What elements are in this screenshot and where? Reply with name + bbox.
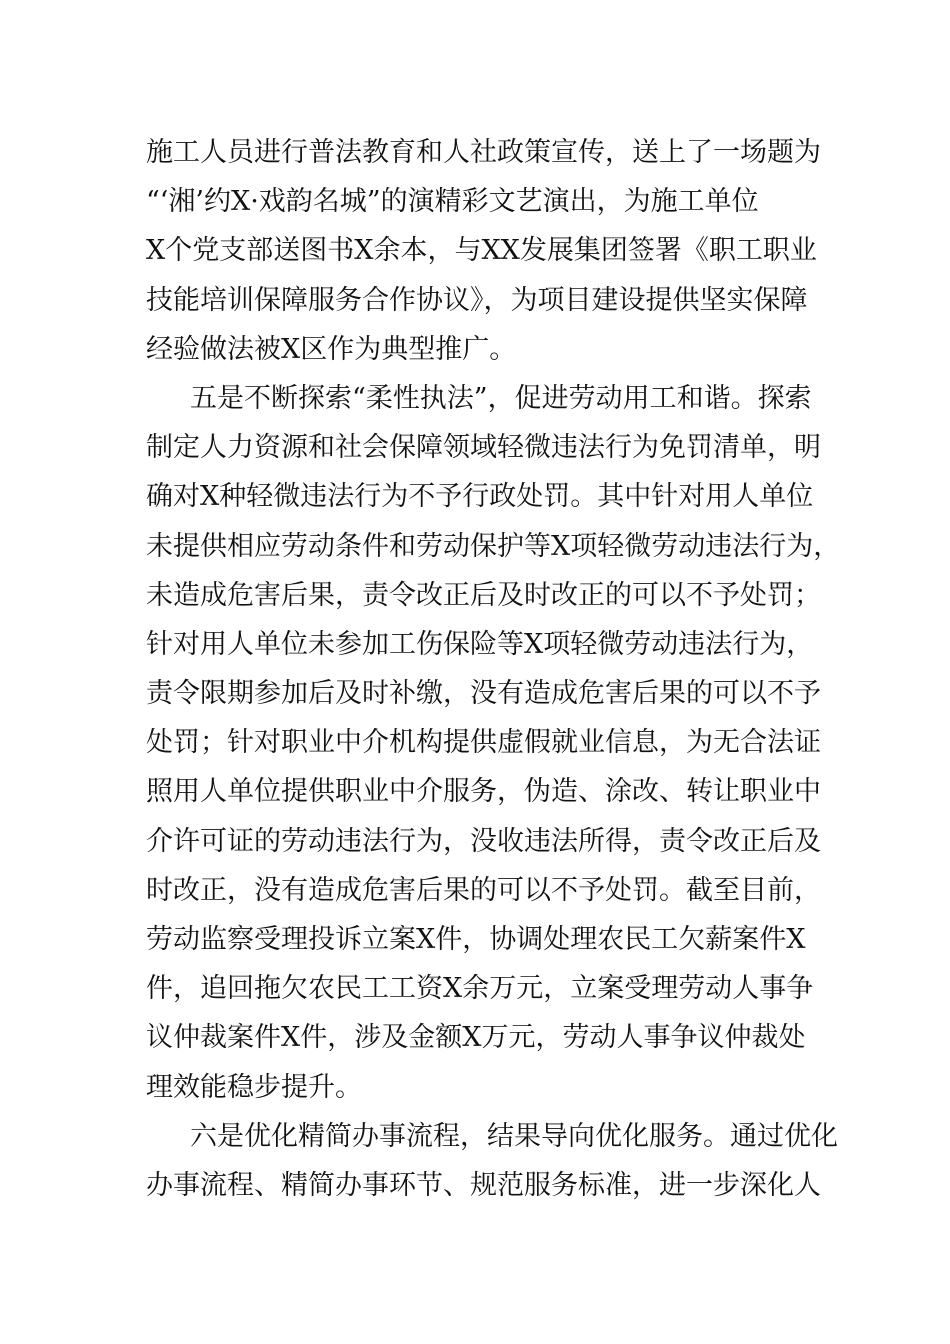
text-line: 处罚；针对职业中介机构提供虚假就业信息，为无合法证 — [146, 727, 821, 759]
document-body — [146, 128, 846, 1210]
text-line: 责令限期参加后及时补缴，没有造成危害后果的可以不予 — [146, 678, 821, 710]
text-line: 时改正，没有造成危害后果的可以不予处罚。截至目前， — [146, 874, 821, 906]
text-line: 照用人单位提供职业中介服务，伪造、涂改、转让职业中 — [146, 776, 821, 808]
text-line: 议仲裁案件X件，涉及金额X万元，劳动人事争议仲裁处 — [146, 1022, 806, 1054]
text-line: 件，追回拖欠农民工工资X余万元，立案受理劳动人事争 — [146, 973, 814, 1005]
text-line: 六是优化精简办事流程，结果导向优化服务。通过优化 — [190, 1120, 838, 1152]
text-line: 五是不断探索“柔性执法”，促进劳动用工和谐。探索 — [190, 382, 812, 414]
text-line: 施工人员进行普法教育和人社政策宣传，送上了一场题为 — [146, 137, 821, 168]
text-line: 理效能稳步提升。 — [146, 1071, 362, 1103]
text-line: 未造成危害后果，责令改正后及时改正的可以不予处罚； — [146, 579, 821, 611]
text-line: 制定人力资源和社会保障领域轻微违法行为免罚清单，明 — [146, 432, 821, 464]
text-line: 确对X种轻微违法行为不予行政处罚。其中针对用人单位 — [146, 481, 814, 513]
text-line: X个党支部送图书X余本，与XX发展集团签署《职工职业 — [146, 235, 817, 267]
text-line: 未提供相应劳动条件和劳动保护等X项轻微劳动违法行为， — [146, 530, 841, 562]
text-line: 介许可证的劳动违法行为，没收违法所得，责令改正后及 — [146, 825, 821, 857]
text-line: 技能培训保障服务合作协议》，为项目建设提供坚实保障 — [146, 284, 808, 316]
text-line: 办事流程、精简办事环节、规范服务标准，进一步深化人 — [146, 1169, 821, 1201]
text-line: 劳动监察受理投诉立案X件，协调处理农民工欠薪案件X — [146, 924, 806, 955]
text-line: 针对用人单位未参加工伤保险等X项轻微劳动违法行为， — [146, 628, 814, 660]
text-line: “‘湘’约X·戏韵名城”的演精彩文艺演出，为施工单位 — [146, 186, 759, 218]
text-line: 经验做法被X区作为典型推广。 — [146, 333, 517, 365]
